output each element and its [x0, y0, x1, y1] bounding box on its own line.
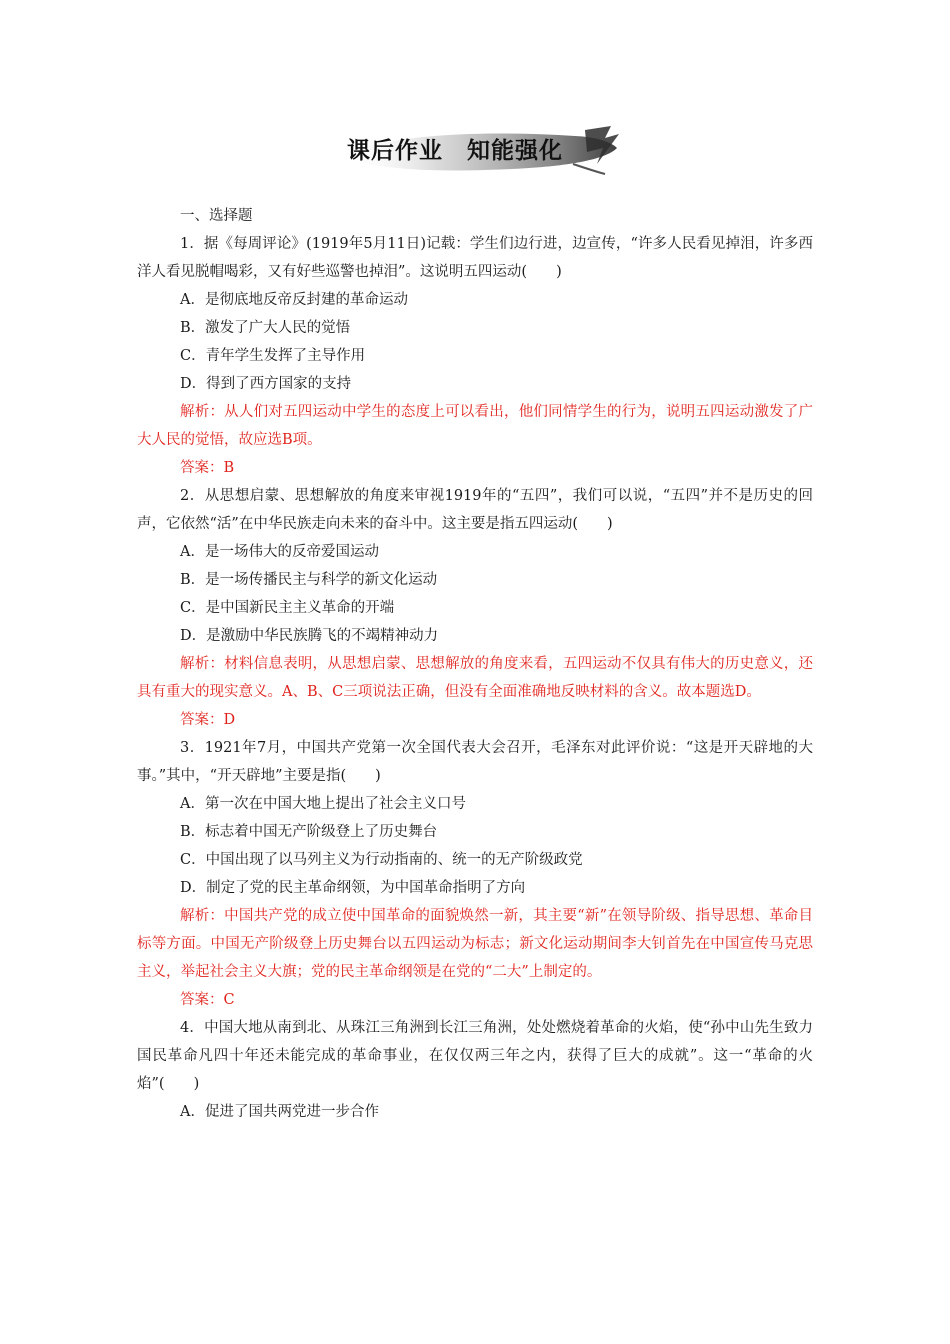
section-heading: 一、选择题 [180, 208, 253, 224]
option-d: D．得到了西方国家的支持 [180, 376, 352, 392]
answer-label: 答案： [180, 712, 224, 728]
answer-label: 答案： [180, 460, 224, 476]
question-stem: 1．据《每周评论》(1919年5月11日)记载：学生们边行进，边宣传，“许多人民看见掉泪，许多西洋人看见脱帽喝彩，又有好些巡警也掉泪”。这说明五四运动( ) [137, 236, 813, 280]
answer-value: C [223, 992, 235, 1008]
question-stem: 3．1921年7月，中国共产党第一次全国代表大会召开，毛泽东对此评价说：“这是开天辟地的大事。”其中，“开天辟地”主要是指( ) [137, 740, 813, 784]
question-stem: 2．从思想启蒙、思想解放的角度来审视1919年的“五四”，我们可以说，“五四”并不是历史的回声，它依然“活”在中华民族走向未来的奋斗中。这主要是指五四运动( ) [137, 488, 813, 532]
analysis-text: 解析：从人们对五四运动中学生的态度上可以看出，他们同情学生的行为，说明五四运动激发了广大人民的觉悟，故应选B项。 [137, 404, 813, 448]
option-a: A．是彻底地反帝反封建的革命运动 [180, 292, 408, 308]
option-d: D．是激励中华民族腾飞的不竭精神动力 [180, 628, 439, 644]
option-c: C．中国出现了以马列主义为行动指南的、统一的无产阶级政党 [180, 852, 583, 868]
answer-line [137, 454, 813, 482]
answer-label: 答案： [180, 992, 224, 1008]
analysis-text: 解析：材料信息表明，从思想启蒙、思想解放的角度来看，五四运动不仅具有伟大的历史意义，还具有重大的现实意义。A、B、C三项说法正确，但没有全面准确地反映材料的含义。故本题选D。 [137, 656, 813, 700]
answer-value: D [223, 712, 236, 728]
document-body [137, 202, 813, 1126]
option-d: D．制定了党的民主革命纲领，为中国革命指明了方向 [180, 880, 526, 896]
option-c: C．青年学生发挥了主导作用 [180, 348, 366, 364]
option-a: A．第一次在中国大地上提出了社会主义口号 [180, 796, 466, 812]
question-stem: 4．中国大地从南到北、从珠江三角洲到长江三角洲，处处燃烧着革命的火焰，使“孙中山先生致力国民革命凡四十年还未能完成的革命事业，在仅仅两三年之内，获得了巨大的成就”。这一“革命的火焰”( ) [137, 1020, 813, 1092]
answer-value: B [223, 460, 235, 476]
question-2 [137, 482, 813, 734]
option-c: C．是中国新民主主义革命的开端 [180, 600, 395, 616]
page-title: 课后作业 知能强化 [347, 138, 563, 164]
answer-line [137, 706, 813, 734]
analysis-text: 解析：中国共产党的成立使中国革命的面貌焕然一新，其主要“新”在领导阶级、指导思想、革命目标等方面。中国无产阶级登上历史舞台以五四运动为标志；新文化运动期间李大钊首先在中国宣传马克思主义，举起社会主义大旗；党的民主革命纲领是在党的“二大”上制定的。 [137, 908, 813, 980]
question-1 [137, 230, 813, 482]
option-b: B．是一场传播民主与科学的新文化运动 [180, 572, 438, 588]
title-banner [325, 118, 625, 180]
option-a: A．是一场伟大的反帝爱国运动 [180, 544, 379, 560]
question-3 [137, 734, 813, 1014]
option-b: B．标志着中国无产阶级登上了历史舞台 [180, 824, 438, 840]
option-a: A．促进了国共两党进一步合作 [180, 1104, 379, 1120]
answer-line [137, 986, 813, 1014]
option-b: B．激发了广大人民的觉悟 [180, 320, 351, 336]
question-4 [137, 1014, 813, 1126]
